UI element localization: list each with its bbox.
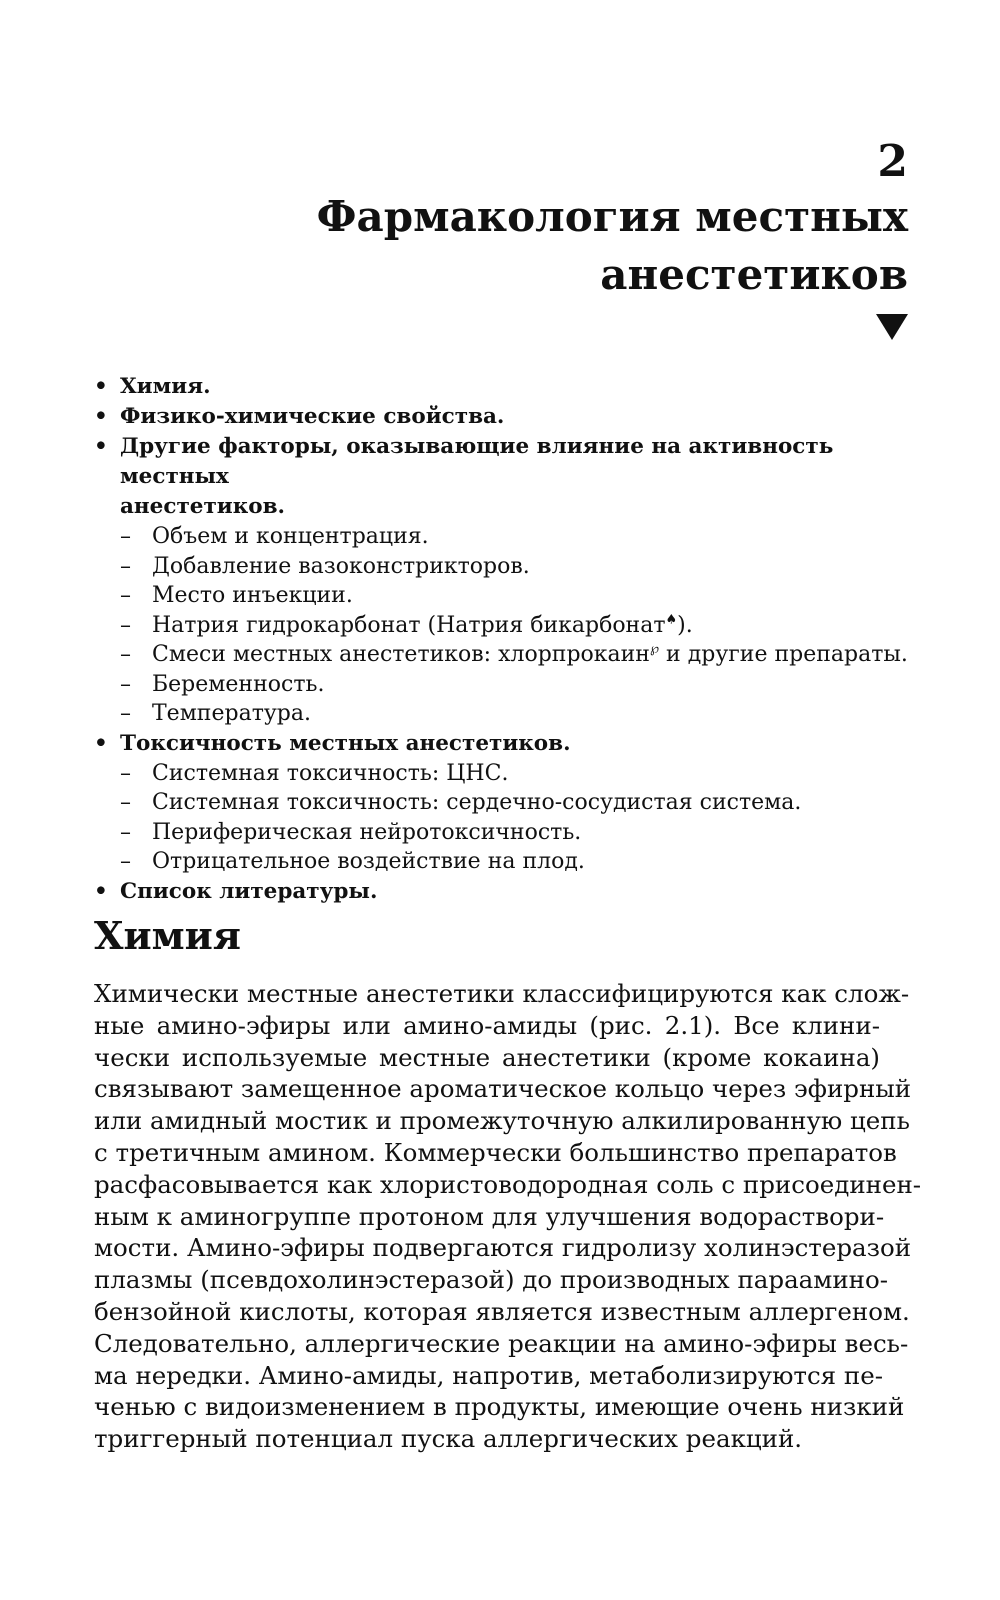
paragraph-line: ченью с видоизменением в продукты, имеющие очень низкий	[94, 1392, 905, 1422]
drug-mark-icon: ℘	[649, 641, 660, 657]
dash-icon: –	[120, 819, 131, 845]
paragraph-line: бензойной кислоты, которая является известным аллергеном.	[94, 1296, 910, 1326]
contents-subitem: – Отрицательное воздействие на плод.	[120, 847, 924, 877]
contents-item-label: Список литературы.	[120, 878, 378, 904]
paragraph-line: расфасовывается как хлористоводородная соль с присоединен-	[94, 1169, 922, 1199]
paragraph-line: плазмы (псевдохолинэстеразой) до производных параамино-	[94, 1265, 889, 1295]
chapter-title	[317, 188, 908, 304]
paragraph-line: Химически местные анестетики классифицируются как слож-	[94, 979, 910, 1008]
paragraph-line: с третичным амином. Коммерчески большинство препаратов	[94, 1137, 897, 1167]
dash-icon: –	[120, 760, 131, 786]
contents-sublist	[120, 522, 924, 729]
chapter-number: 2	[877, 136, 908, 187]
contents-subitem: – Периферическая нейротоксичность.	[120, 818, 924, 848]
paragraph-line: ные амино-эфиры или амино-амиды (рис. 2.1). Все клини-	[94, 1010, 880, 1040]
body-paragraph	[94, 978, 922, 1455]
bullet-icon: •	[94, 404, 108, 429]
chapter-contents-list	[94, 372, 924, 907]
contents-item	[94, 402, 924, 432]
chapter-title-line: анестетиков	[600, 250, 908, 299]
contents-subitem: – Системная токсичность: сердечно-сосудистая система.	[120, 788, 924, 818]
chapter-title-line: Фармакология местных	[316, 192, 908, 241]
contents-subitem: – Системная токсичность: ЦНС.	[120, 759, 924, 789]
dash-icon: –	[120, 701, 131, 726]
dash-icon: –	[120, 849, 131, 874]
dash-icon: –	[120, 553, 131, 579]
bullet-icon: •	[94, 730, 108, 756]
contents-item	[94, 729, 924, 877]
contents-item-label: Физико-химические свойства.	[120, 404, 505, 429]
down-triangle-icon	[876, 314, 908, 340]
bullet-icon: •	[94, 434, 108, 459]
contents-item	[94, 877, 924, 907]
paragraph-line: триггерный потенциал пуска аллергических реакций.	[94, 1424, 803, 1454]
paragraph-line: ным к аминогруппе протоном для улучшения водораствори-	[94, 1201, 885, 1231]
contents-subitem: – Смеси местных анестетиков: хлорпрокаин℘ и другие препараты.	[120, 640, 924, 670]
contents-item-label: Токсичность местных анестетиков.	[120, 730, 571, 756]
contents-item	[94, 372, 924, 402]
contents-item-label: анестетиков.	[120, 494, 285, 519]
paragraph-line: чески используемые местные анестетики (кроме кокаина)	[94, 1042, 880, 1072]
contents-subitem: – Место инъекции.	[120, 581, 924, 611]
contents-item-label: Другие факторы, оказывающие влияние на активность местных	[120, 434, 834, 489]
dash-icon: –	[120, 642, 131, 667]
bullet-icon: •	[94, 374, 108, 399]
contents-sublist	[120, 759, 924, 877]
contents-item	[94, 432, 924, 729]
bullet-icon: •	[94, 878, 108, 904]
dash-icon: –	[120, 612, 131, 638]
chapter-header	[317, 132, 908, 344]
dash-icon: –	[120, 790, 131, 815]
paragraph-line: мости. Амино-эфиры подвергаются гидролизу холинэстеразой	[94, 1233, 912, 1263]
contents-subitem: – Температура.	[120, 699, 924, 729]
section-heading: Химия	[94, 913, 241, 958]
dash-icon: –	[120, 671, 131, 697]
contents-subitem: – Добавление вазоконстрикторов.	[120, 552, 924, 582]
contents-subitem: – Беременность.	[120, 670, 924, 700]
spade-mark-icon: ♠	[665, 612, 678, 628]
dash-icon: –	[120, 524, 131, 549]
contents-subitem: – Натрия гидрокарбонат (Натрия бикарбонат♠).	[120, 611, 924, 641]
contents-subitem: – Объем и концентрация.	[120, 522, 924, 552]
paragraph-line: связывают замещенное ароматическое кольцо через эфирный	[94, 1074, 912, 1104]
paragraph-line: или амидный мостик и промежуточную алкилированную цепь	[94, 1106, 910, 1136]
dash-icon: –	[120, 583, 131, 608]
paragraph-line: Следовательно, аллергические реакции на амино-эфиры весь-	[94, 1328, 909, 1358]
paragraph-line: ма нередки. Амино-амиды, напротив, метаболизируются пе-	[94, 1360, 884, 1390]
contents-item-label: Химия.	[120, 374, 211, 399]
